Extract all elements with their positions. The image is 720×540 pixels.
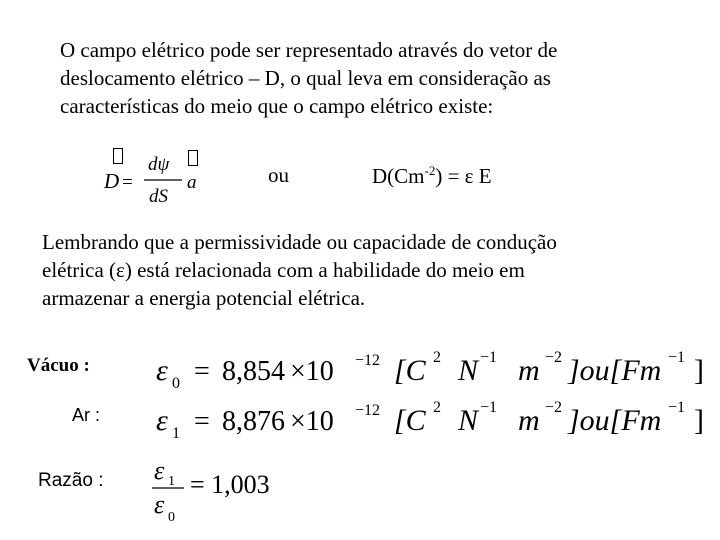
ratio-label: Razão : [38,470,104,491]
d-relation-exponent: -2 [424,163,436,178]
air-close: ] [694,404,704,437]
vacuum-n-exp: −1 [480,349,498,366]
air-epsilon: ε [156,404,168,437]
formula-unit-vector: a [187,172,197,193]
vacuum-equals: = [194,356,210,387]
vacuum-power: −12 [355,352,381,369]
formula-numerator: dψ [148,154,170,175]
vacuum-mantissa: 8,854 [222,356,285,387]
vacuum-close: ] [694,354,704,387]
displacement-formula [100,148,210,208]
vacuum-equation [150,345,710,390]
air-mantissa: 8,876 [222,406,285,437]
displacement-formula-svg [100,148,210,208]
formula-denominator: dS [149,186,168,207]
ratio-num-sub: 1 [168,474,175,489]
air-m: m [518,404,540,437]
d-relation [372,163,492,189]
ou-text: ou [268,163,289,187]
ratio-den-epsilon: ε [154,490,165,519]
ratio-den-sub: 0 [168,510,175,525]
ratio-equation [150,455,350,530]
air-n-exp: −1 [480,399,498,416]
d-relation-prefix: D(Cm [372,164,425,188]
air-equals: = [194,406,210,437]
air-c-exp: 2 [433,399,441,416]
vacuum-m: m [518,354,540,387]
air-fm-exp: −1 [668,399,686,416]
air-equation [150,395,710,440]
d-relation-suffix: ) = ε E [435,164,492,188]
air-ou-part: ]ou[Fm [568,404,662,437]
vacuum-ou-part: ]ou[Fm [568,354,662,387]
air-subscript: 1 [172,425,180,442]
intro-paragraph: O campo elétrico pode ser representado através do vetor de deslocamento elétrico – D, o qual leva em consideração as características do meio que o campo elétrico existe: [60,38,558,118]
air-units-open: [C [394,404,426,437]
vacuum-epsilon: ε [156,354,168,387]
air-times-ten: ×10 [290,406,334,437]
vacuum-subscript: 0 [172,375,180,392]
vacuum-n: N [458,354,479,387]
formula-equals: = [122,172,133,193]
ratio-num-epsilon: ε [154,456,165,485]
formula-lhs: D [104,169,120,193]
vacuum-units-open: [C [394,354,426,387]
vacuum-c-exp: 2 [433,349,441,366]
vacuum-times-ten: ×10 [290,356,334,387]
vacuum-label: Vácuo : [27,355,90,376]
permittivity-paragraph: Lembrando que a permissividade ou capacidade de condução elétrica (ε) está relacionada com a habilidade do meio em armazenar a energia potencial elétrica. [42,230,557,310]
air-power: −12 [355,402,381,419]
vacuum-fm-exp: −1 [668,349,686,366]
ratio-result: = 1,003 [190,470,270,499]
vacuum-m-exp: −2 [545,349,563,366]
air-n: N [458,404,479,437]
air-m-exp: −2 [545,399,563,416]
air-label: Ar : [72,405,101,425]
